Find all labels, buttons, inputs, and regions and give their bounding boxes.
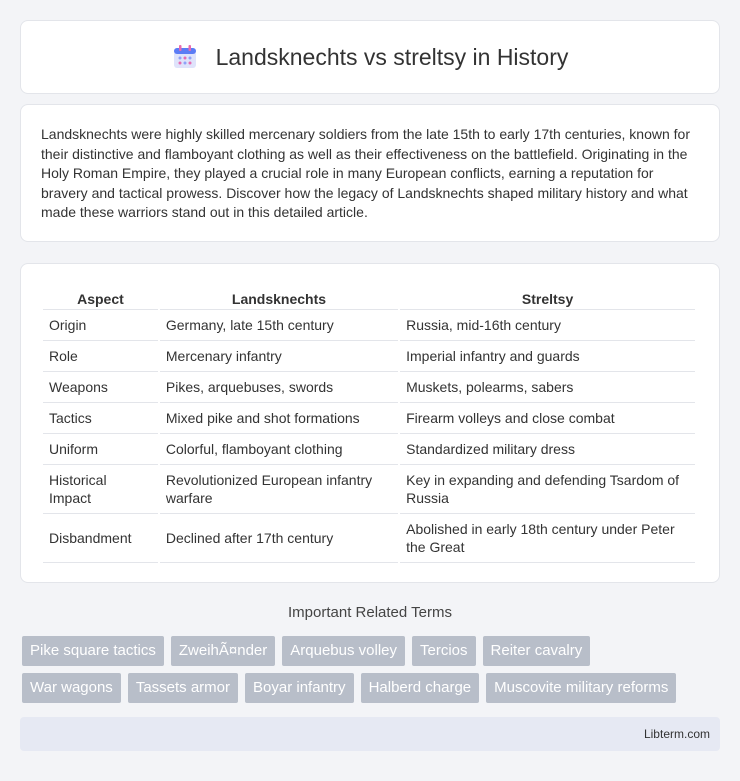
related-tag[interactable]: Reiter cavalry xyxy=(483,636,591,666)
related-tag[interactable]: Boyar infantry xyxy=(245,673,354,703)
table-cell: Standardized military dress xyxy=(400,434,695,465)
table-cell: Declined after 17th century xyxy=(160,514,398,563)
table-cell: Uniform xyxy=(43,434,158,465)
table-cell: Tactics xyxy=(43,403,158,434)
comparison-table xyxy=(41,284,697,563)
table-cell: Revolutionized European infantry warfare xyxy=(160,465,398,514)
table-cell: Weapons xyxy=(43,372,158,403)
footer-site-link[interactable]: Libterm.com xyxy=(643,727,710,741)
table-cell: Pikes, arquebuses, swords xyxy=(160,372,398,403)
related-tag[interactable]: Tercios xyxy=(412,636,476,666)
related-tag[interactable]: Tassets armor xyxy=(128,673,238,703)
table-row xyxy=(43,465,695,514)
table-cell: Germany, late 15th century xyxy=(160,310,398,341)
header-aspect: Aspect xyxy=(43,284,158,310)
table-cell: Mercenary infantry xyxy=(160,341,398,372)
related-tag[interactable]: Arquebus volley xyxy=(282,636,405,666)
related-tag[interactable]: War wagons xyxy=(22,673,121,703)
header-card xyxy=(20,20,720,94)
table-cell: Origin xyxy=(43,310,158,341)
table-cell: Firearm volleys and close combat xyxy=(400,403,695,434)
table-cell: Imperial infantry and guards xyxy=(400,341,695,372)
table-row xyxy=(43,403,695,434)
table-header-row xyxy=(43,284,695,310)
calendar-icon xyxy=(172,44,198,70)
table-row xyxy=(43,514,695,563)
table-row xyxy=(43,372,695,403)
header-streltsy: Streltsy xyxy=(400,284,695,310)
related-tags-row-1 xyxy=(22,636,722,666)
table-cell: Mixed pike and shot formations xyxy=(160,403,398,434)
related-tag[interactable]: Muscovite military reforms xyxy=(486,673,676,703)
related-tag[interactable]: Pike square tactics xyxy=(22,636,164,666)
table-row xyxy=(43,341,695,372)
page-title: Landsknechts vs streltsy in History xyxy=(215,43,569,70)
related-terms-title: Important Related Terms xyxy=(288,604,452,621)
table-cell: Disbandment xyxy=(43,514,158,563)
table-cell: Historical Impact xyxy=(43,465,158,514)
related-tag[interactable]: ZweihÃ¤nder xyxy=(171,636,275,666)
table-row xyxy=(43,310,695,341)
related-tags-row-2 xyxy=(22,673,722,703)
table-cell: Muskets, polearms, sabers xyxy=(400,372,695,403)
table-cell: Key in expanding and defending Tsardom of Russia xyxy=(400,465,695,514)
table-row xyxy=(43,434,695,465)
table-cell: Colorful, flamboyant clothing xyxy=(160,434,398,465)
table-cell: Russia, mid-16th century xyxy=(400,310,695,341)
intro-text: Landsknechts were highly skilled mercenary soldiers from the late 15th to early 17th centuries, known for their distinctive and flamboyant clothing as well as their effectiveness on the battlefield. Originating in the Holy Roman Empire, they played a crucial role in many European conflicts, earning a reputation for bravery and tactical prowess. Discover how the legacy of Landsknechts shaped military history and what made these warriors stand out in this detailed article. xyxy=(41,126,690,221)
related-tag[interactable]: Halberd charge xyxy=(361,673,480,703)
footer xyxy=(20,717,720,751)
intro-card xyxy=(20,104,720,242)
header-landsknechts: Landsknechts xyxy=(160,284,398,310)
comparison-table-card xyxy=(20,263,720,583)
table-cell: Abolished in early 18th century under Peter the Great xyxy=(400,514,695,563)
table-cell: Role xyxy=(43,341,158,372)
